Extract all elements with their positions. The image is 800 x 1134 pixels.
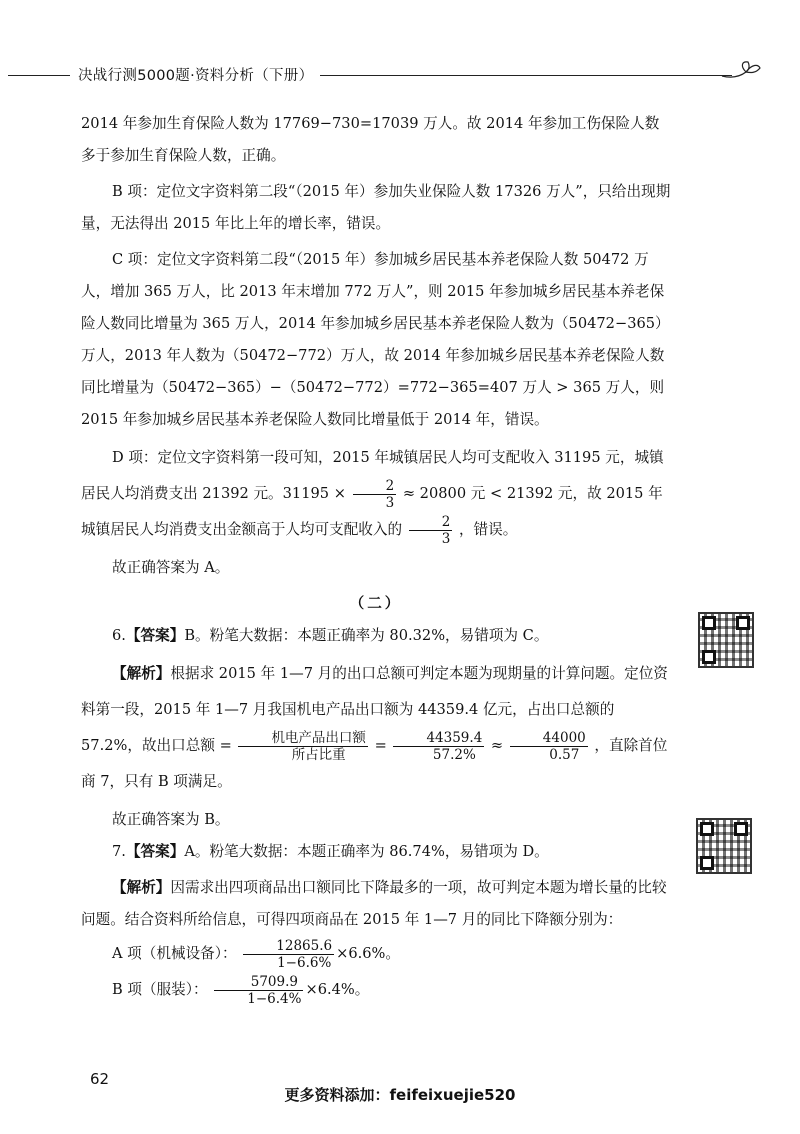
footer-note: 更多资料添加：feifeixuejie520 xyxy=(284,1086,516,1104)
fraction-numerator: 12865.6 xyxy=(243,938,334,955)
analysis-label: 【解析】 xyxy=(112,665,171,682)
fraction-denominator: 1−6.4% xyxy=(247,990,302,1007)
book-title: 决战行测5000题·资料分析（下册） xyxy=(78,68,314,84)
item-label: A 项（机械设备）： xyxy=(112,945,237,962)
page-number: 62 xyxy=(90,1070,110,1088)
text-segment: ，错误。 xyxy=(458,521,518,538)
question-6-answer xyxy=(81,620,671,652)
fraction-numerator: 44000 xyxy=(510,730,588,747)
fraction xyxy=(214,974,303,1007)
qr-finder-pattern xyxy=(700,856,714,870)
fraction-numerator: 5709.9 xyxy=(214,974,303,991)
header-rule-left xyxy=(8,75,70,76)
equals-sign: = xyxy=(374,737,387,754)
fraction xyxy=(393,730,484,763)
item-tail: ×6.6%。 xyxy=(336,945,401,962)
fraction xyxy=(353,478,397,511)
section-heading: （二） xyxy=(349,595,403,612)
running-header xyxy=(8,58,768,88)
fraction xyxy=(243,938,334,971)
qr-finder-pattern xyxy=(734,822,748,836)
fraction xyxy=(409,514,453,547)
qr-finder-pattern xyxy=(702,616,716,630)
paragraph-option-d xyxy=(81,440,671,548)
question-number: 7. xyxy=(112,843,126,860)
fraction xyxy=(510,730,588,763)
qr-finder-pattern xyxy=(736,616,750,630)
question-7-analysis xyxy=(81,872,671,936)
paragraph: 2014 年参加生育保险人数为 17769−730=17039 万人。故 2014 年参加工伤保险人数多于参加生育保险人数，正确。 xyxy=(81,115,660,164)
paragraph-option-b: B 项：定位文字资料第二段“（2015 年）参加失业保险人数 17326 万人”，只给出现期量，无法得出 2015 年比上年的增长率，错误。 xyxy=(81,183,671,232)
item-a xyxy=(81,936,671,972)
question-6-analysis xyxy=(81,656,671,800)
item-label: B 项（服装）： xyxy=(112,981,208,998)
item-b xyxy=(81,972,671,1008)
header-rule-right xyxy=(320,75,732,76)
conclusion: 故正确答案为 A。 xyxy=(112,559,230,576)
answer-text: A。粉笔大数据：本题正确率为 86.74%，易错项为 D。 xyxy=(184,843,549,860)
answer-label: 【答案】 xyxy=(125,627,185,644)
analysis-text: ，直除首位商 7，只有 B 项满足。 xyxy=(81,737,668,790)
fraction-denominator: 57.2% xyxy=(432,746,476,763)
paragraph-option-c: C 项：定位文字资料第二段“（2015 年）参加城乡居民基本养老保险人数 50472 万人，增加 365 万人，比 2013 年末增加 772 万人”，则 2015 年参加城乡居民基本养老保险人数同比增量为 365 万人，2014 年参加城乡居民基本养老保险人数为（50472−365）万人，2013 年人数为（50472−772）万人，故 2014 年参加城乡居民基本养老保险人数同比增量为（50472−365）−（50472−772）=772−365=407 万人 > 365 万人，则 2015 年参加城乡居民基本养老保险人数同比增量低于 2014 年，错误。 xyxy=(81,251,670,428)
page-body xyxy=(81,108,671,1008)
fraction-denominator: 3 xyxy=(385,494,395,511)
question-6-conclusion: 故正确答案为 B。 xyxy=(112,811,230,828)
analysis-text: 根据求 2015 年 1—7 月的出口总额可判定本题为现期量的计算问题。定位资料第一段，2015 年 1—7 月我国机电产品出口额为 44359.4 亿元，占出口总额的 57.2%，故出口总额 = xyxy=(81,665,668,754)
fraction-numerator: 机电产品出口额 xyxy=(238,730,368,747)
qr-finder-pattern xyxy=(700,822,714,836)
answer-text: B。粉笔大数据：本题正确率为 80.32%，易错项为 C。 xyxy=(184,627,549,644)
question-7-answer xyxy=(81,836,671,868)
question-number: 6. xyxy=(112,627,126,644)
fraction-numerator: 44359.4 xyxy=(393,730,484,747)
qr-finder-pattern xyxy=(702,650,716,664)
fraction-denominator: 所占比重 xyxy=(291,746,346,763)
text-segment: D 项：定位文字资料第一段可知，2015 年城镇居民人均可支配收入 31195 元，城镇居民人均消费支出 21392 元。31195 × xyxy=(81,449,664,502)
fraction-denominator: 3 xyxy=(441,530,451,547)
item-tail: ×6.4%。 xyxy=(305,981,370,998)
fraction-denominator: 0.57 xyxy=(549,746,580,763)
analysis-text: 因需求出四项商品出口额同比下降最多的一项，故可判定本题为增长量的比较问题。结合资料所给信息，可得四项商品在 2015 年 1—7 月的同比下降额分别为： xyxy=(81,879,667,928)
fraction-denominator: 1−6.6% xyxy=(277,954,332,971)
fraction-numerator: 2 xyxy=(353,478,397,495)
text-segment: ≈ 20800 元 < 21392 元，故 2015 年城镇居民人均消费支出金额高于人均可支配收入的 xyxy=(81,485,663,538)
qr-code-icon[interactable] xyxy=(696,818,752,874)
fraction-numerator: 2 xyxy=(409,514,453,531)
analysis-label: 【解析】 xyxy=(112,879,171,896)
answer-label: 【答案】 xyxy=(125,843,185,860)
approx-sign: ≈ xyxy=(490,737,504,754)
qr-code-icon[interactable] xyxy=(698,612,754,668)
fraction xyxy=(238,730,368,763)
sprout-icon xyxy=(720,58,764,88)
